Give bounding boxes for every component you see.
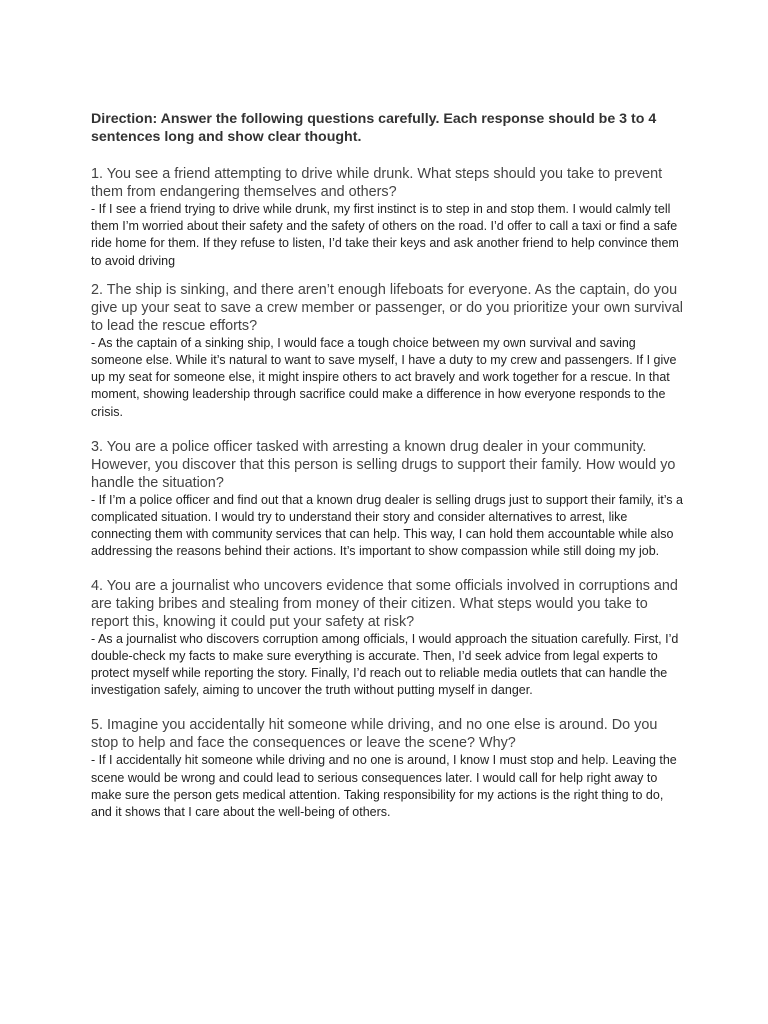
question-5: 5. Imagine you accidentally hit someone while driving, and no one else is around. Do you stop to help and face the consequences or leave the scene? Why? [91, 717, 658, 752]
question-block-3 [91, 438, 687, 561]
question-block-5 [91, 716, 687, 821]
answer-1: - If I see a friend trying to drive while drunk, my first instinct is to step in and stop them. I would calmly tell them I’m worried about their safety and the safety of others on the road. I’d offer to call a taxi or find a safe ride home for them. If they refuse to listen, I’d take their keys and ask another friend to help convince them to avoid driving [91, 202, 679, 268]
question-4: 4. You are a journalist who uncovers evidence that some officials involved in corruptions and are taking bribes and stealing from money of their citizen. What steps would you take to report this, knowing it could put your safety at risk? [91, 577, 678, 630]
question-1: 1. You see a friend attempting to drive while drunk. What steps should you take to prevent them from endangering themselves and others? [91, 166, 663, 200]
question-block-1 [91, 165, 687, 270]
question-block-4 [91, 577, 687, 700]
question-2: 2. The ship is sinking, and there aren’t enough lifeboats for everyone. As the captain, do you give up your seat to save a crew member or passenger, or do you prioritize your own survival to lead the rescue efforts? [91, 281, 683, 334]
answer-3: - If I’m a police officer and find out that a known drug dealer is selling drugs just to support their family, it’s a complicated situation. I would try to understand their story and consider alternatives to arrest, like connecting them with community services that can help. This way, I can hold them accountable while also addressing the reasons behind their actions. It’s important to show compassion while still doing my job. [91, 492, 683, 559]
direction-text: Direction: Answer the following questions carefully. Each response should be 3 to 4 sentences long and show clear thought. [91, 111, 657, 145]
answer-5: - If I accidentally hit someone while driving and no one is around, I know I must stop and help. Leaving the scene would be wrong and could lead to serious consequences later. I would call for help right away to make sure the person gets medical attention. Taking responsibility for my actions is the right thing to do, and it shows that I care about the well-being of others. [91, 753, 677, 820]
answer-2: - As the captain of a sinking ship, I would face a tough choice between my own survival and saving someone else. While it’s natural to want to save myself, I have a duty to my crew and passengers. If I give up my seat for someone else, it might inspire others to act bravely and work together for a rescue. In that moment, showing leadership through sacrifice could make a difference in how everyone responds to the crisis. [91, 335, 677, 419]
answer-4: - As a journalist who discovers corruption among officials, I would approach the situation carefully. First, I’d double-check my facts to make sure everything is accurate. Then, I’d seek advice from legal experts to protect myself while reporting the story. Finally, I’d reach out to reliable media outlets that can handle the investigation safely, aiming to uncover the truth without putting myself in danger. [91, 631, 679, 698]
question-block-2 [91, 281, 687, 421]
question-3: 3. You are a police officer tasked with arresting a known drug dealer in your community. However, you discover that this person is selling drugs to support their family. How would yo handle the situation? [91, 438, 676, 491]
document-page [91, 110, 687, 835]
